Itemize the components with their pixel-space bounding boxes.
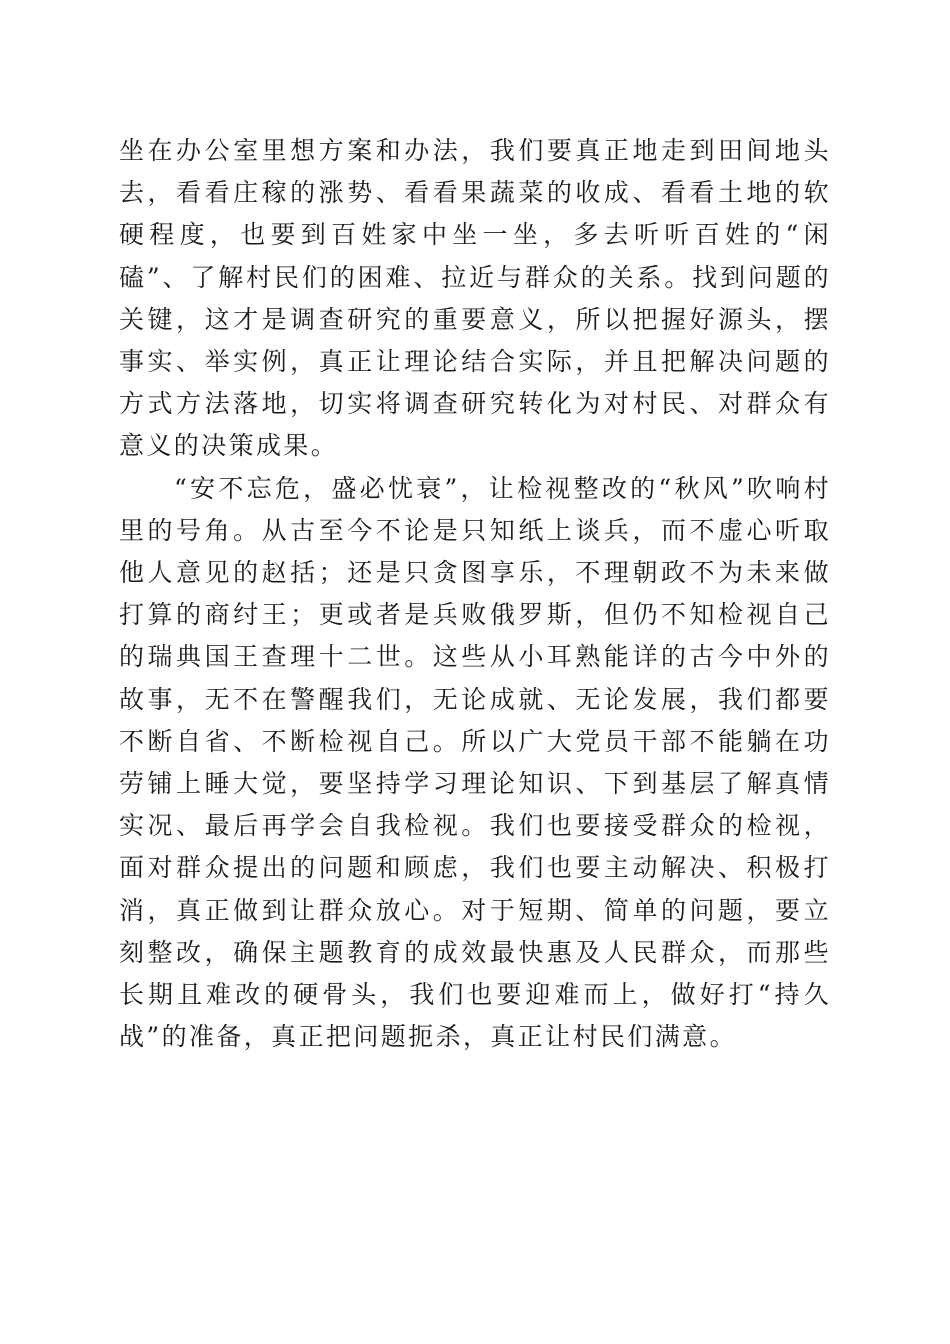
- paragraph-1: 坐在办公室里想方案和办法，我们要真正地走到田间地头去，看看庄稼的涨势、看看果蔬菜的收成、看看土地的软硬程度，也要到百姓家中坐一坐，多去听听百姓的“闲磕”、了解村民们的困难、拉近与群众的关系。找到问题的关键，这才是调查研究的重要意义，所以把握好源头，摆事实、举实例，真正让理论结合实际，并且把解决问题的方式方法落地，切实将调查研究转化为对村民、对群众有意义的决策成果。: [119, 136, 831, 461]
- document-body: [119, 130, 831, 1058]
- paragraph-2: “安不忘危，盛必忧衰”，让检视整改的“秋风”吹响村里的号角。从古至今不论是只知纸上谈兵，而不虚心听取他人意见的赵括；还是只贪图享乐，不理朝政不为未来做打算的商纣王；更或者是兵败俄罗斯，但仍不知检视自己的瑞典国王查理十二世。这些从小耳熟能详的古今中外的故事，无不在警醒我们，无论成就、无论发展，我们都要不断自省、不断检视自己。所以广大党员干部不能躺在功劳铺上睡大觉，要坚持学习理论知识、下到基层了解真情实况、最后再学会自我检视。我们也要接受群众的检视，面对群众提出的问题和顾虑，我们也要主动解决、积极打消，真正做到让群众放心。对于短期、简单的问题，要立刻整改，确保主题教育的成效最快惠及人民群众，而那些长期且难改的硬骨头，我们也要迎难而上，做好打“持久战”的准备，真正把问题扼杀，真正让村民们满意。: [119, 473, 831, 1052]
